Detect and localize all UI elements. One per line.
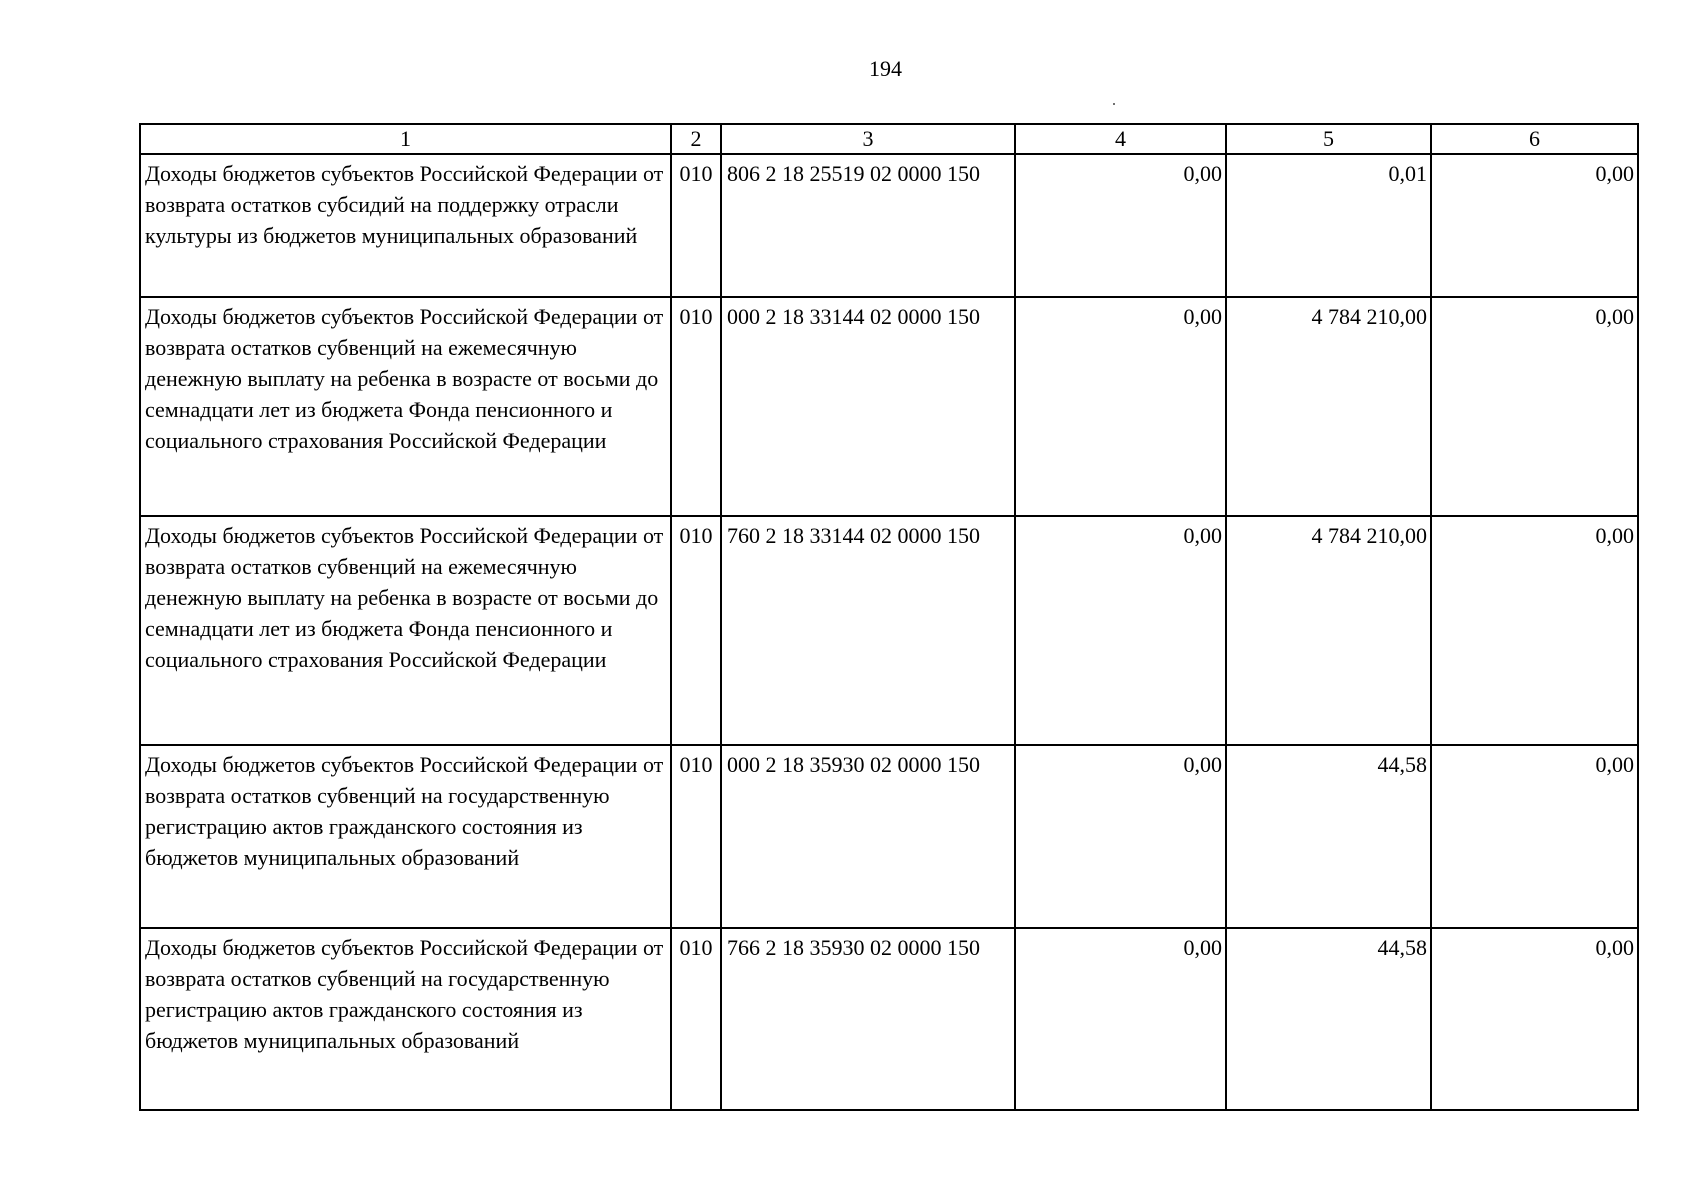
- page-number: 194: [869, 56, 902, 81]
- row-budget-code: 760 2 18 33144 02 0000 150: [721, 516, 1015, 745]
- table-row: [140, 928, 1638, 1110]
- row-col5-value: 4 784 210,00: [1226, 297, 1431, 516]
- row-col6-value: 0,00: [1431, 516, 1638, 745]
- row-budget-code: 000 2 18 35930 02 0000 150: [721, 745, 1015, 928]
- row-col4-value: 0,00: [1015, 516, 1226, 745]
- row-col4-value: 0,00: [1015, 745, 1226, 928]
- row-description: Доходы бюджетов субъектов Российской Федерации от возврата остатков субвенций на государственную регистрацию актов гражданского состояния из бюджетов муниципальных образований: [140, 745, 671, 928]
- header-cell-1: 1: [140, 124, 671, 154]
- row-description: Доходы бюджетов субъектов Российской Федерации от возврата остатков субвенций на ежемесячную денежную выплату на ребенка в возрасте от восьми до семнадцати лет из бюджета Фонда пенсионного и социального страхования Российской Федерации: [140, 516, 671, 745]
- budget-revenue-table: [139, 123, 1639, 1111]
- table-row: [140, 297, 1638, 516]
- row-budget-code: 806 2 18 25519 02 0000 150: [721, 154, 1015, 297]
- row-col6-value: 0,00: [1431, 745, 1638, 928]
- row-description: Доходы бюджетов субъектов Российской Федерации от возврата остатков субвенций на ежемесячную денежную выплату на ребенка в возрасте от восьми до семнадцати лет из бюджета Фонда пенсионного и социального страхования Российской Федерации: [140, 297, 671, 516]
- table-header-row: [140, 124, 1638, 154]
- table-row: [140, 516, 1638, 745]
- scan-speck: [1113, 103, 1115, 105]
- row-description: Доходы бюджетов субъектов Российской Федерации от возврата остатков субвенций на государственную регистрацию актов гражданского состояния из бюджетов муниципальных образований: [140, 928, 671, 1110]
- row-budget-code: 000 2 18 33144 02 0000 150: [721, 297, 1015, 516]
- row-col6-value: 0,00: [1431, 928, 1638, 1110]
- row-admin-code: 010: [671, 928, 721, 1110]
- row-col4-value: 0,00: [1015, 297, 1226, 516]
- row-budget-code: 766 2 18 35930 02 0000 150: [721, 928, 1015, 1110]
- table-row: [140, 154, 1638, 297]
- row-admin-code: 010: [671, 154, 721, 297]
- row-col5-value: 0,01: [1226, 154, 1431, 297]
- header-cell-6: 6: [1431, 124, 1638, 154]
- table-row: [140, 745, 1638, 928]
- row-admin-code: 010: [671, 297, 721, 516]
- row-description: Доходы бюджетов субъектов Российской Федерации от возврата остатков субсидий на поддержку отрасли культуры из бюджетов муниципальных образований: [140, 154, 671, 297]
- row-col5-value: 4 784 210,00: [1226, 516, 1431, 745]
- row-col4-value: 0,00: [1015, 928, 1226, 1110]
- row-col5-value: 44,58: [1226, 928, 1431, 1110]
- row-admin-code: 010: [671, 516, 721, 745]
- header-cell-2: 2: [671, 124, 721, 154]
- header-cell-3: 3: [721, 124, 1015, 154]
- row-col5-value: 44,58: [1226, 745, 1431, 928]
- row-col6-value: 0,00: [1431, 297, 1638, 516]
- header-cell-4: 4: [1015, 124, 1226, 154]
- row-col4-value: 0,00: [1015, 154, 1226, 297]
- header-cell-5: 5: [1226, 124, 1431, 154]
- row-col6-value: 0,00: [1431, 154, 1638, 297]
- row-admin-code: 010: [671, 745, 721, 928]
